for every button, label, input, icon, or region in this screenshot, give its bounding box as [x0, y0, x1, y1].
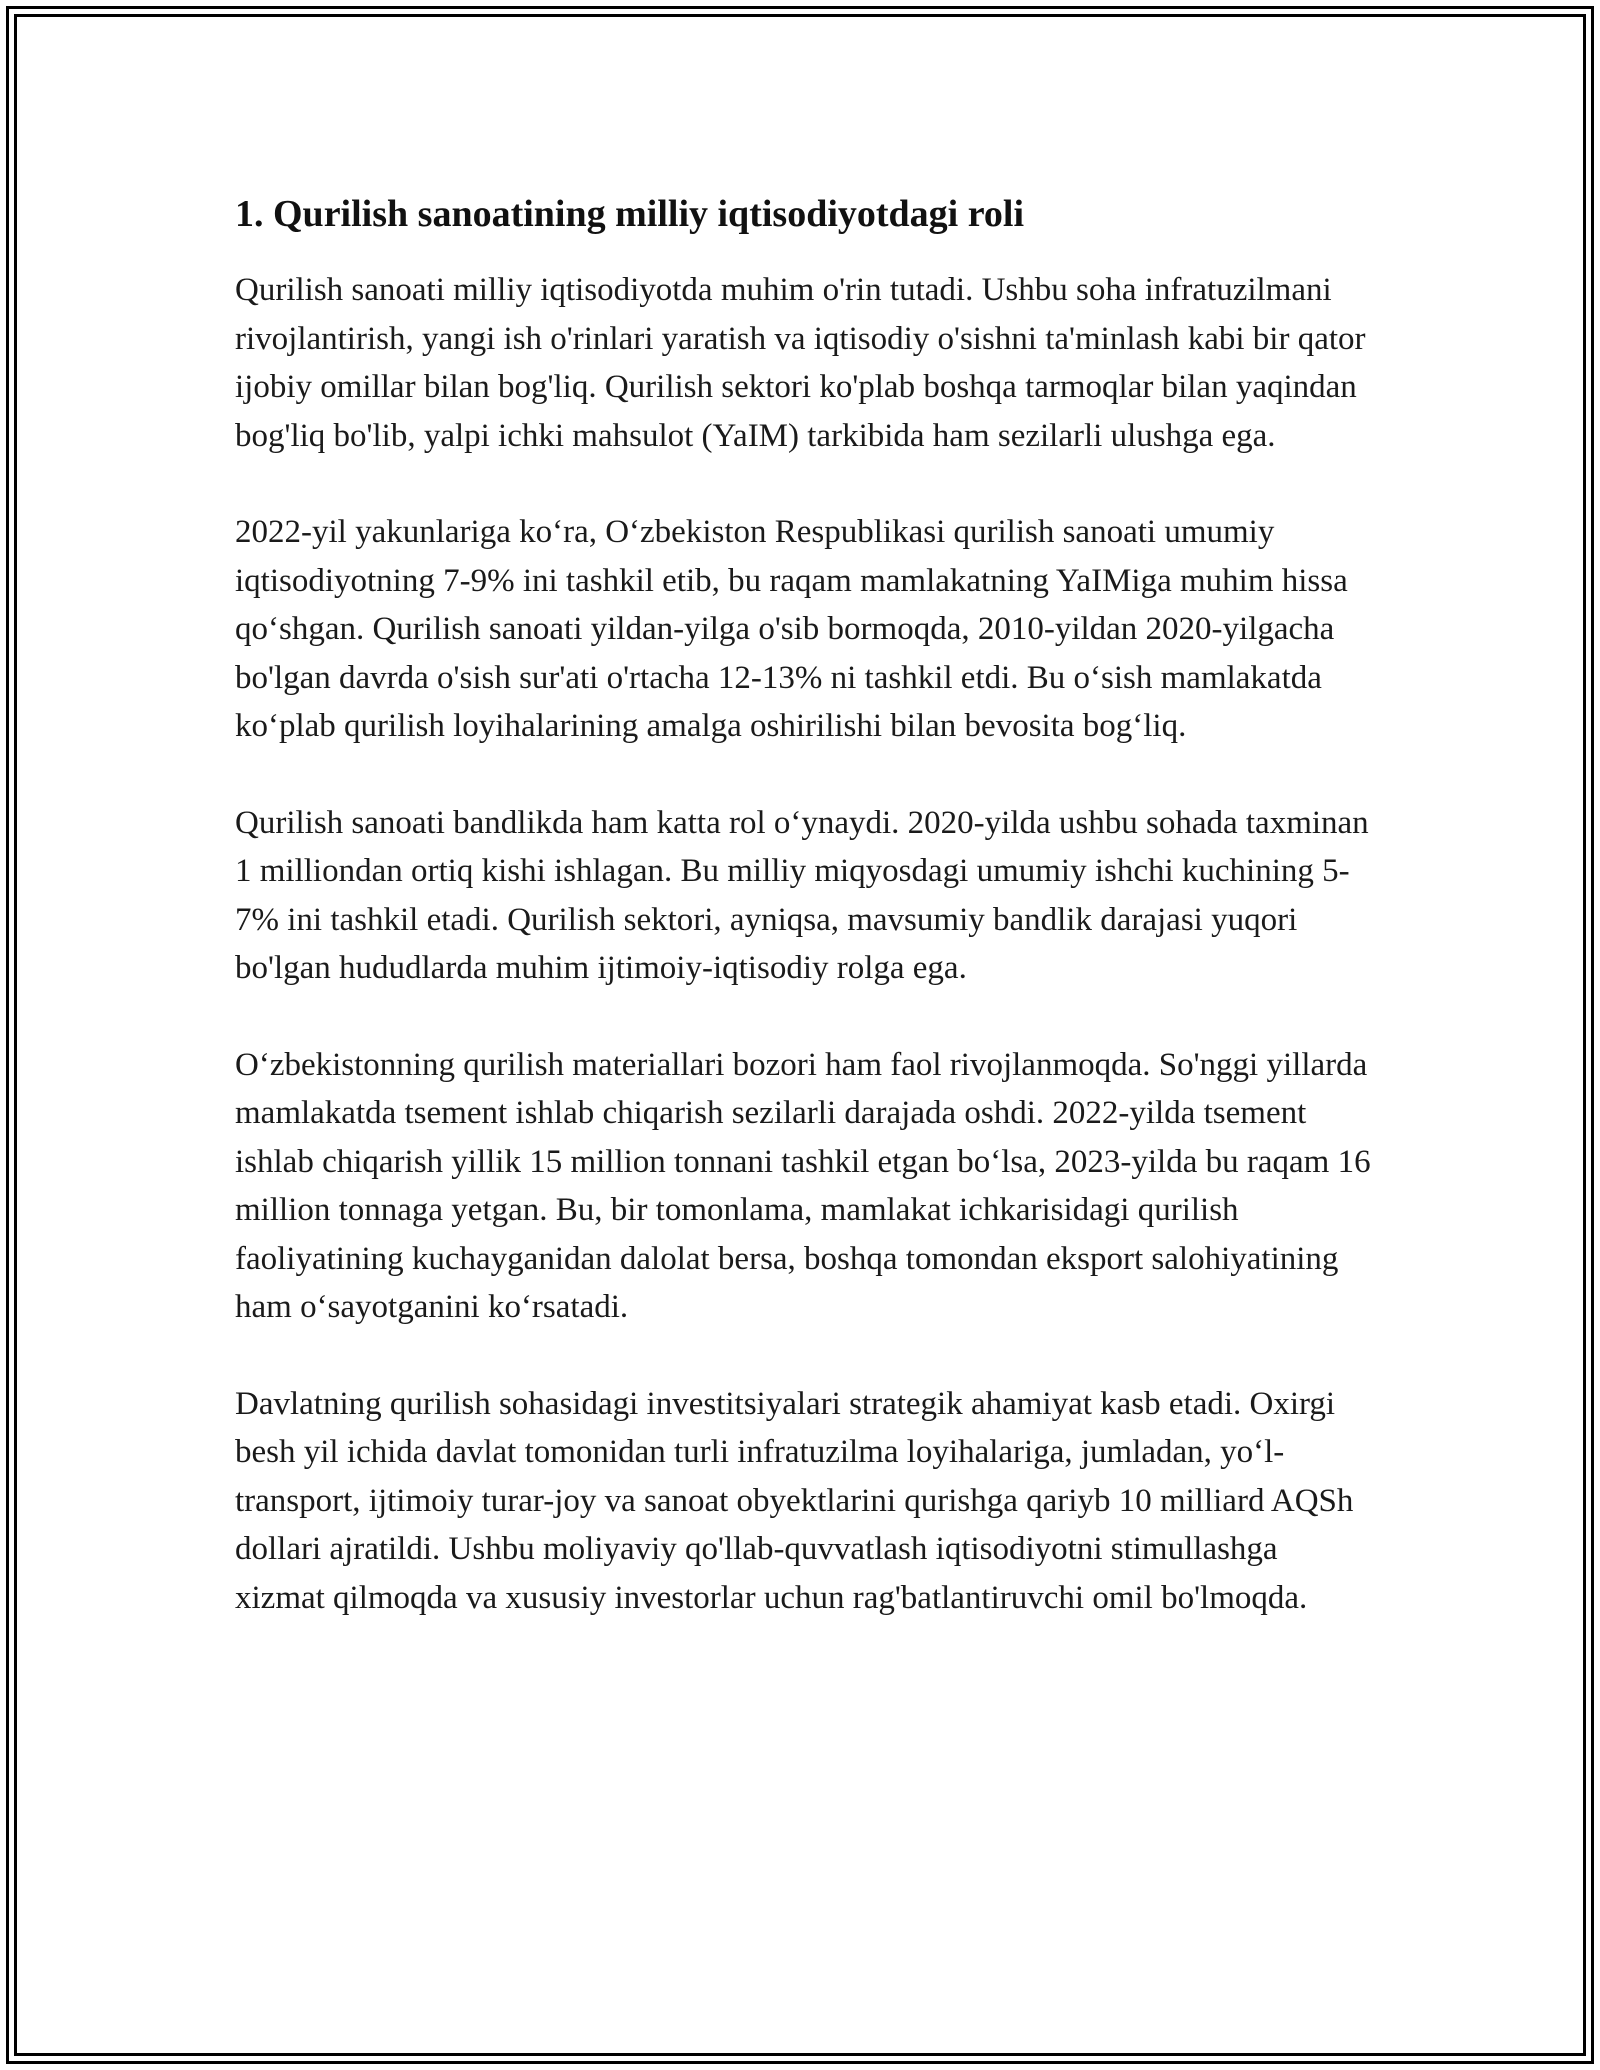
paragraph-state-investments: Davlatning qurilish sohasidagi investitsiyalari strategik ahamiyat kasb etadi. Oxirgi besh yil ichida davlat tomonidan turli infratuzilma loyihalariga, jumladan, yo‘l-transport, ijtimoiy turar-joy va sanoat obyektlarini qurishga qariyb 10 milliard AQSh dollari ajratildi. Ushbu moliyaviy qo'llab-quvvatlash iqtisodiyotni stimullashga xizmat qilmoqda va xususiy investorlar uchun rag'batlantiruvchi omil bo'lmoqda.: [235, 1385, 1354, 1616]
paragraph-materials-market: O‘zbekistonning qurilish materiallari bozori ham faol rivojlanmoqda. So'nggi yillarda mamlakatda tsement ishlab chiqarish sezilarli darajada oshdi. 2022-yilda tsement ishlab chiqarish yillik 15 million tonnani tashkil etgan bo‘lsa, 2023-yilda bu raqam 16 million tonnaga yetgan. Bu, bir tomonlama, mamlakat ichkarisidagi qurilish faoliyatining kuchayganidan dalolat bersa, boshqa tomondan eksport salohiyatining ham o‘sayotganini ko‘rsatadi.: [235, 1046, 1371, 1325]
paragraph-role-in-economy: Qurilish sanoati milliy iqtisodiyotda muhim o'rin tutadi. Ushbu soha infratuzilmani rivojlantirish, yangi ish o'rinlari yaratish va iqtisodiy o'sishni ta'minlash kabi bir qator ijobiy omillar bilan bog'liq. Qurilish sektori ko'plab boshqa tarmoqlar bilan yaqindan bog'liq bo'lib, yalpi ichki mahsulot (YaIM) tarkibida ham sezilarli ulushga ega.: [235, 272, 1366, 454]
section-heading: 1. Qurilish sanoatining milliy iqtisodiyotdagi roli: [235, 193, 1025, 235]
paragraph-2022-results: 2022-yil yakunlariga ko‘ra, O‘zbekiston Respublikasi qurilish sanoati umumiy iqtisodiyotning 7-9% ini tashkil etib, bu raqam mamlakatning YaIMiga muhim hissa qo‘shgan. Qurilish sanoati yildan-yilga o'sib bormoqda, 2010-yildan 2020-yilgacha bo'lgan davrda o'sish sur'ati o'rtacha 12-13% ni tashkil etdi. Bu o‘sish mamlakatda ko‘plab qurilish loyihalarining amalga oshirilishi bilan bevosita bog‘liq.: [235, 514, 1348, 744]
paragraph-employment: Qurilish sanoati bandlikda ham katta rol o‘ynaydi. 2020-yilda ushbu sohada taxminan 1 milliondan ortiq kishi ishlagan. Bu milliy miqyosdagi umumiy ishchi kuchining 5-7% ini tashkil etadi. Qurilish sektori, ayniqsa, mavsumiy bandlik darajasi yuqori bo'lgan hududlarda muhim ijtimoiy-iqtisodiy rolga ega.: [235, 804, 1369, 986]
document-body: [235, 188, 1375, 1622]
